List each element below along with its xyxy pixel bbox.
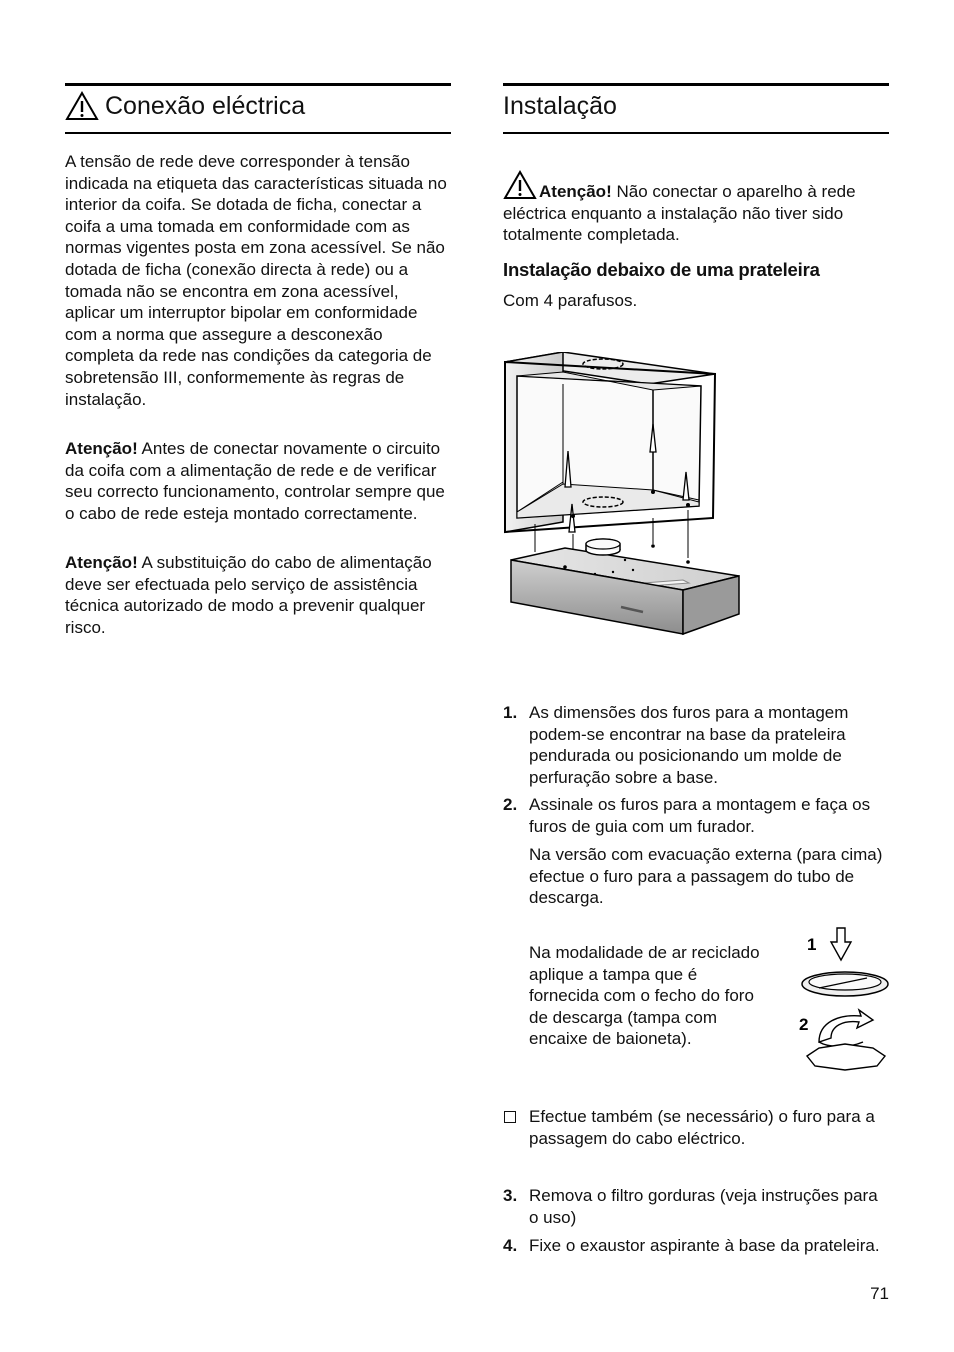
paragraph-attention-1 [65,438,451,524]
paragraph-voltage: A tensão de rede deve corresponder à tensão indicada na etiqueta das características situada no interior da coifa. Se dotada de ficha, conectar a coifa a uma tomada em conformidade com as normas vigentes posta em zona acessível. Se não dotada de ficha (conexão directa à rede) ou a tomada não se encontra em zona acessível, aplicar um interruptor bipolar em conformidade com a norma que assegure a desconexão completa da rede nas condições da categoria de sobretensão III, conformemente às regras de instalação. [65,152,447,409]
step-3 [503,1185,889,1228]
bayonet-cap-illustration [795,924,895,1074]
step-text: As dimensões dos furos para a montagem podem-se encontrar na base da prateleira pendurada ou posicionando um molde de perfuração sobre a base. [529,703,849,787]
step-2-external-exhaust [503,844,889,909]
step-number: 2. [503,795,518,814]
step-cable-hole [503,1106,889,1149]
title-rule [503,132,889,134]
attention-label: Atenção! [539,182,612,201]
step-4 [503,1235,889,1257]
installation-illustration [503,352,753,652]
step-text: Fixe o exaustor aspirante à base da prateleira. [529,1236,880,1255]
section-title-text: Conexão eléctrica [105,92,306,120]
section-title-installation [503,90,617,122]
warning-icon [503,170,537,200]
attention-label: Atenção! [65,553,138,572]
page-number: 71 [870,1284,889,1303]
section-title-text: Instalação [503,92,617,120]
step-2 [503,794,889,837]
attention-label: Atenção! [65,439,138,458]
step-number: 4. [503,1236,518,1255]
step-2-recirculation [503,942,761,1050]
step-number: 3. [503,1186,518,1205]
step-text: Remova o filtro gorduras (veja instruções para o uso) [529,1186,878,1227]
subheading-under-shelf: Instalação debaixo de uma prateleira [503,259,820,280]
cap-label-1: 1 [807,935,817,954]
paragraph-attention-2 [65,552,451,638]
warning-text: Não conectar o aparelho à rede eléctrica enquanto a instalação não tiver sido totalmente completada. [503,182,856,245]
step-text: Na versão com evacuação externa (para cima) efectue o furo para a passagem do tubo de descarga. [529,845,883,908]
section-title-electrical [65,90,305,122]
cap-label-2: 2 [799,1015,809,1034]
attention-text: A substituição do cabo de alimentação deve ser efectuada pelo serviço de assistência técnica autorizado de modo a prevenir qualquer risco. [65,553,432,637]
intro-text: Com 4 parafusos. [503,291,638,310]
step-1 [503,702,889,788]
paragraph-warning [503,170,889,246]
top-rule [503,83,889,86]
top-rule [65,83,451,86]
step-text: Na modalidade de ar reciclado aplique a tampa que é fornecida com o fecho do foro de descarga (tampa com encaixe de baioneta). [529,943,760,1049]
step-number: 1. [503,703,518,722]
checkbox-bullet-icon [504,1111,516,1123]
warning-icon [65,91,99,121]
step-text: Efectue também (se necessário) o furo para a passagem do cabo eléctrico. [529,1107,875,1148]
title-rule [65,132,451,134]
attention-text: Antes de conectar novamente o circuito da coifa com a alimentação de rede e de verificar seu correcto funcionamento, controlar sempre que o cabo de rede esteja montado correctamente. [65,439,445,523]
step-text: Assinale os furos para a montagem e faça os furos de guia com um furador. [529,795,871,836]
